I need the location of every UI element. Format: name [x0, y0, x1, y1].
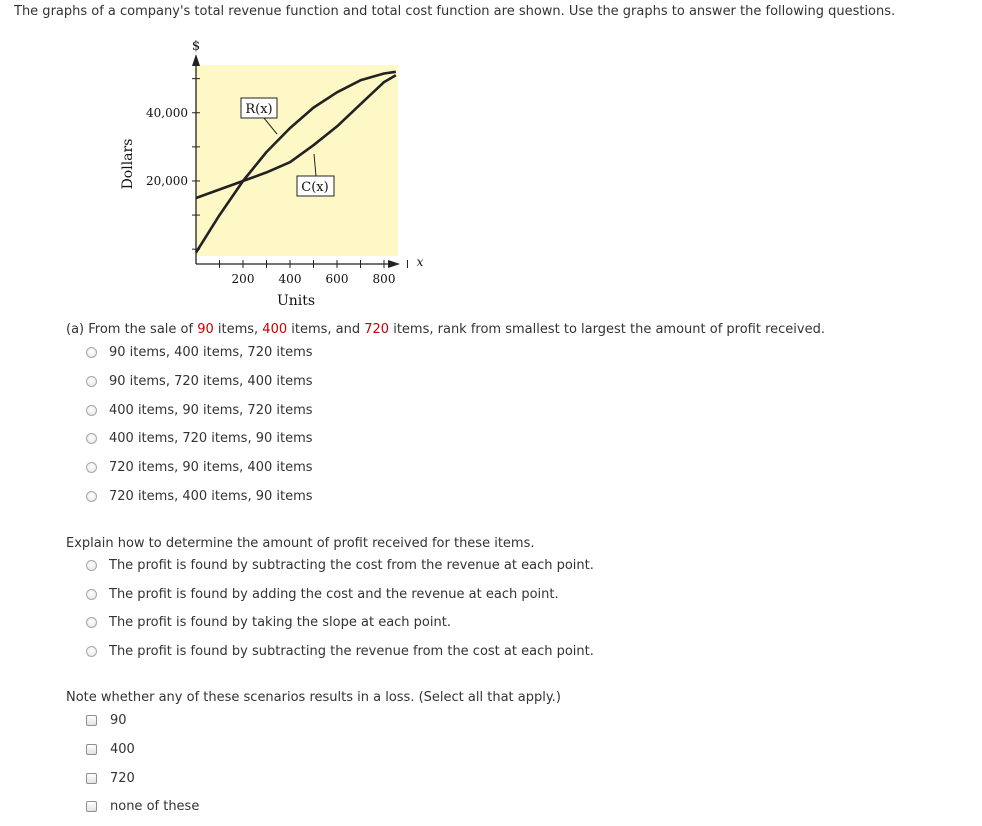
checkbox[interactable]: [86, 773, 97, 784]
radio-button[interactable]: [86, 589, 97, 600]
x-tick-label: 800: [372, 272, 396, 286]
loss-option-400[interactable]: [86, 740, 135, 758]
part-a-number-400: 400: [262, 322, 288, 337]
explain-option-2[interactable]: [86, 585, 559, 603]
radio-button[interactable]: [86, 462, 97, 473]
y-tick-label: 40,000: [146, 105, 188, 120]
x-axis-label: Units: [276, 293, 316, 309]
option-label: 90 items, 720 items, 400 items: [109, 373, 313, 389]
option-label: 90 items, 400 items, 720 items: [109, 344, 313, 360]
option-label: 720: [110, 770, 135, 786]
rank-option-1[interactable]: [86, 343, 313, 361]
revenue-label: R(x): [245, 102, 273, 117]
intro-text: The graphs of a company's total revenue function and total cost function are shown. Use the graphs to answer the following questions.: [14, 4, 896, 19]
option-label: 90: [110, 712, 127, 728]
loss-option-90[interactable]: [86, 711, 127, 729]
option-label: The profit is found by subtracting the revenue from the cost at each point.: [109, 643, 594, 659]
rank-option-5[interactable]: [86, 458, 313, 476]
x-tick-label: 600: [325, 272, 349, 286]
y-tick-label: 20,000: [146, 173, 188, 188]
x-tick-label: 200: [231, 272, 255, 286]
checkbox[interactable]: [86, 801, 97, 812]
y-unit-label: $: [191, 39, 201, 54]
checkbox[interactable]: [86, 715, 97, 726]
option-label: none of these: [110, 798, 200, 814]
radio-button[interactable]: [86, 376, 97, 387]
y-axis-arrow-icon: [192, 54, 200, 66]
radio-button[interactable]: [86, 433, 97, 444]
revenue-cost-graph: [110, 32, 430, 314]
option-label: The profit is found by subtracting the cost from the revenue at each point.: [109, 557, 594, 573]
radio-button[interactable]: [86, 405, 97, 416]
part-a-prefix: (a) From the sale of: [66, 322, 198, 337]
radio-button[interactable]: [86, 491, 97, 502]
x-axis-variable: x: [416, 255, 424, 269]
loss-question: Note whether any of these scenarios results in a loss. (Select all that apply.): [66, 690, 561, 705]
cost-label: C(x): [301, 180, 329, 195]
rank-option-6[interactable]: [86, 487, 313, 505]
rank-option-4[interactable]: [86, 429, 313, 447]
radio-button[interactable]: [86, 347, 97, 358]
rank-option-2[interactable]: [86, 372, 313, 390]
option-label: The profit is found by taking the slope at each point.: [109, 614, 451, 630]
option-label: The profit is found by adding the cost and the revenue at each point.: [109, 586, 559, 602]
option-label: 720 items, 400 items, 90 items: [109, 488, 313, 504]
part-a-mid1: items,: [213, 322, 263, 337]
part-a-mid2: items, and: [287, 322, 365, 337]
x-axis-arrow-icon: [388, 260, 400, 268]
explain-question: Explain how to determine the amount of profit received for these items.: [66, 536, 535, 551]
part-a-suffix: items, rank from smallest to largest the amount of profit received.: [389, 322, 825, 337]
radio-button[interactable]: [86, 646, 97, 657]
radio-button[interactable]: [86, 560, 97, 571]
explain-option-4[interactable]: [86, 642, 594, 660]
x-tick-label: 400: [278, 272, 302, 286]
part-a-number-90: 90: [197, 322, 214, 337]
plot-background: [196, 65, 398, 256]
checkbox[interactable]: [86, 744, 97, 755]
explain-option-1[interactable]: [86, 556, 594, 574]
radio-button[interactable]: [86, 617, 97, 628]
explain-option-3[interactable]: [86, 613, 451, 631]
part-a-number-720: 720: [364, 322, 390, 337]
rank-option-3[interactable]: [86, 401, 313, 419]
loss-option-720[interactable]: [86, 769, 135, 787]
option-label: 720 items, 90 items, 400 items: [109, 459, 313, 475]
part-a-question: [66, 322, 825, 337]
y-axis-label: Dollars: [120, 138, 136, 190]
option-label: 400 items, 720 items, 90 items: [109, 430, 313, 446]
option-label: 400: [110, 741, 135, 757]
loss-option-none[interactable]: [86, 797, 199, 815]
option-label: 400 items, 90 items, 720 items: [109, 402, 313, 418]
